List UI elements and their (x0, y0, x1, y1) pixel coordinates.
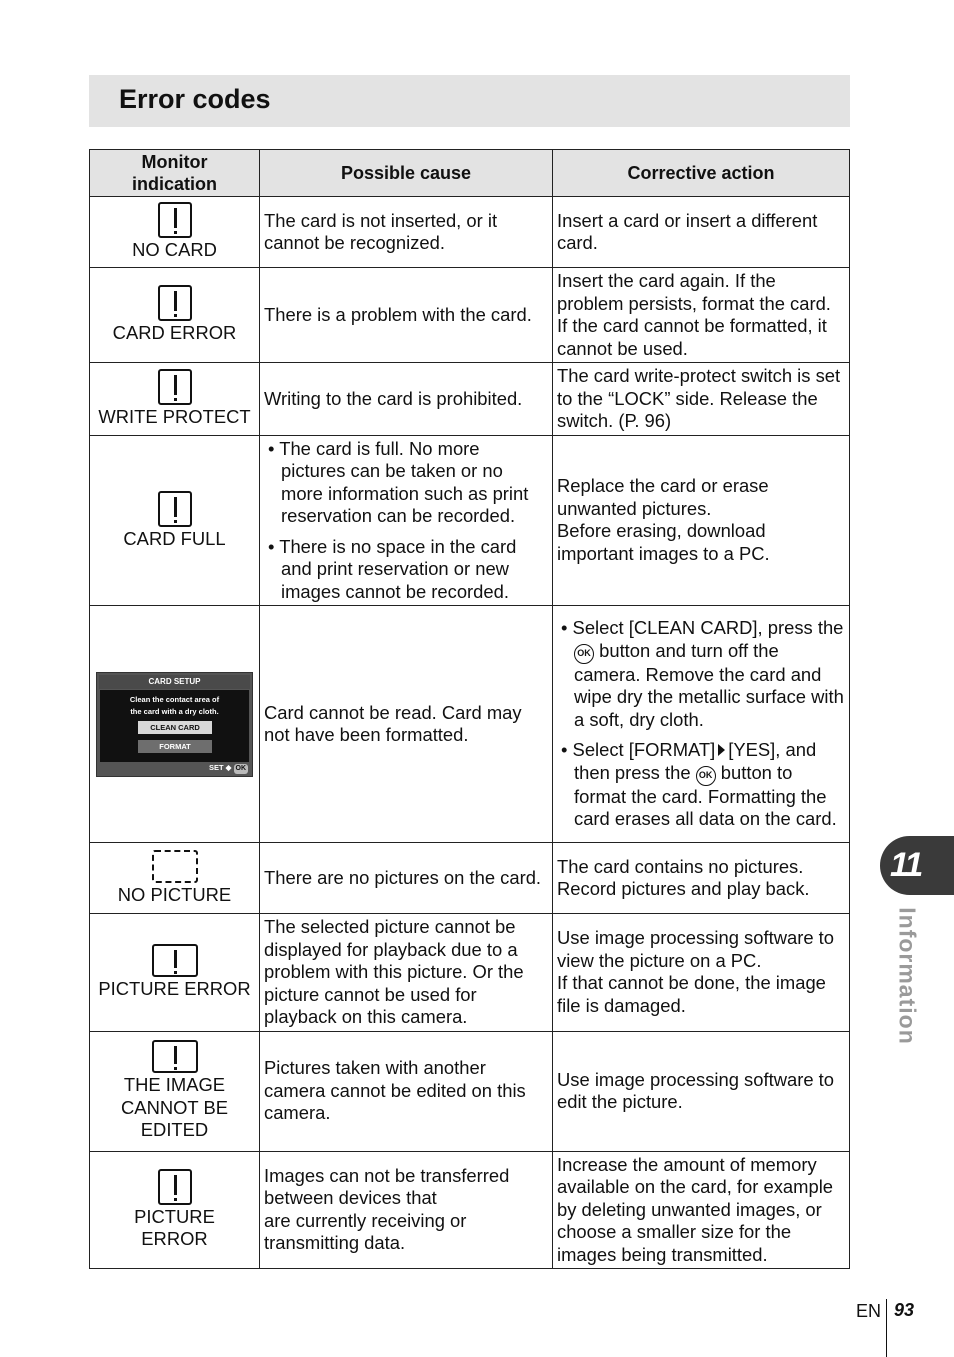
cause-cell: The card is not inserted, or it cannot be recognized. (260, 197, 553, 268)
page-title: Error codes (119, 84, 271, 114)
ok-badge: OK (235, 764, 246, 772)
action-cell: Use image processing software to view the picture on a PC. If that cannot be done, the image file is damaged. (553, 914, 850, 1032)
table-row (90, 268, 850, 363)
error-codes-table (89, 149, 850, 1269)
warning-card-icon (158, 285, 192, 321)
action-cell: The card write-protect switch is set to the “LOCK” side. Release the switch. (P. 96) (553, 363, 850, 436)
screen-message: Clean the contact area of the card with a dry cloth. (129, 694, 220, 716)
monitor-label: WRITE PROTECT (98, 406, 251, 427)
cause-bullet: • The card is full. No more pictures can be taken or no more information such as print reservation can be recorded. (268, 437, 529, 526)
cause-cell: Pictures taken with another camera cannot be edited on this camera. (260, 1031, 553, 1151)
monitor-cell (90, 914, 260, 1032)
action-cell: Replace the card or erase unwanted pictures. Before erasing, download important images to a PC. (553, 435, 850, 606)
monitor-cell (90, 268, 260, 363)
screen-footer: SET ◆ OK (208, 762, 246, 772)
header-cause: Possible cause (260, 150, 553, 197)
cause-cell: There are no pictures on the card. (260, 843, 553, 914)
chapter-label: Information (894, 907, 921, 1045)
warning-card-icon (158, 369, 192, 405)
action-cell: Increase the amount of memory available on the card, for example by deleting unwanted images, or choose a smaller size for the images being transmitted. (553, 1151, 850, 1269)
warning-card-icon (158, 1169, 192, 1205)
monitor-cell (90, 1151, 260, 1269)
header-monitor: Monitor indication (90, 150, 260, 197)
ok-button-icon: OK (696, 766, 716, 786)
action-cell: The card contains no pictures. Record pictures and play back. (553, 843, 850, 914)
cause-cell: Images can not be transferred between devices that are currently receiving or transmitting data. (260, 1151, 553, 1269)
no-picture-icon (152, 850, 198, 883)
action-bullet: • Select [CLEAN CARD], press the OK button and turn off the camera. Remove the card and wipe dry the metallic surface with a soft, dry cloth. (561, 617, 844, 730)
action-bullet: • Select [FORMAT] [YES], and then press the OK button to format the card. Formatting the card erases all data on the card. (561, 739, 837, 830)
cause-cell: Card cannot be read. Card may not have been formatted. (260, 606, 553, 843)
table-row (90, 606, 850, 843)
action-cell: Insert a card or insert a different card. (553, 197, 850, 268)
format-option: FORMAT (138, 740, 212, 753)
monitor-cell (90, 435, 260, 606)
footer-divider (886, 1299, 887, 1357)
monitor-label: NO PICTURE (117, 883, 232, 905)
cause-cell: The selected picture cannot be displayed for playback due to a problem with this picture. Or the picture cannot be used for playback on this camera. (260, 914, 553, 1032)
page-number: 93 (894, 1300, 915, 1320)
monitor-label: PICTURE ERROR (134, 1205, 215, 1250)
monitor-label: CARD FULL (123, 527, 226, 549)
footer-language: EN (856, 1301, 882, 1321)
monitor-cell (90, 1031, 260, 1151)
table-row (90, 1151, 850, 1269)
table-row (90, 363, 850, 436)
set-label: SET (208, 762, 224, 772)
cause-bullet: • There is no space in the card and print reservation or new images cannot be recorded. (268, 535, 517, 602)
screen-body (100, 690, 249, 762)
chapter-number: 11 (890, 846, 922, 884)
screen-title: CARD SETUP (99, 675, 250, 689)
action-cell: Insert the card again. If the problem persists, format the card. If the card cannot be formatted, it cannot be used. (553, 268, 850, 363)
monitor-label: CARD ERROR (112, 322, 237, 344)
chapter-side-label (892, 907, 922, 1045)
chapter-tab (880, 836, 954, 895)
monitor-label: THE IMAGE CANNOT BE EDITED (121, 1074, 228, 1141)
table-row (90, 843, 850, 914)
table-row (90, 435, 850, 606)
monitor-cell (90, 606, 260, 843)
arrow-right-icon (718, 744, 725, 756)
monitor-label: PICTURE ERROR (98, 978, 251, 999)
clean-card-option: CLEAN CARD (138, 721, 212, 734)
table-row (90, 914, 850, 1032)
warning-card-icon (158, 202, 192, 238)
cause-cell (260, 435, 553, 606)
ok-button-icon: OK (574, 644, 594, 664)
card-setup-screen (96, 672, 253, 777)
table-header-row (90, 150, 850, 197)
cause-cell: Writing to the card is prohibited. (260, 363, 553, 436)
cause-cell: There is a problem with the card. (260, 268, 553, 363)
section-title-bar (89, 75, 850, 127)
monitor-cell (90, 843, 260, 914)
monitor-cell (90, 363, 260, 436)
warning-picture-icon (152, 944, 198, 977)
monitor-label: NO CARD (132, 239, 217, 261)
action-cell (553, 606, 850, 843)
monitor-cell (90, 197, 260, 268)
warning-picture-icon (152, 1040, 198, 1073)
table-row (90, 197, 850, 268)
warning-card-icon (158, 491, 192, 527)
action-cell: Use image processing software to edit the picture. (553, 1031, 850, 1151)
header-action: Corrective action (553, 150, 850, 197)
table-row (90, 1031, 850, 1151)
